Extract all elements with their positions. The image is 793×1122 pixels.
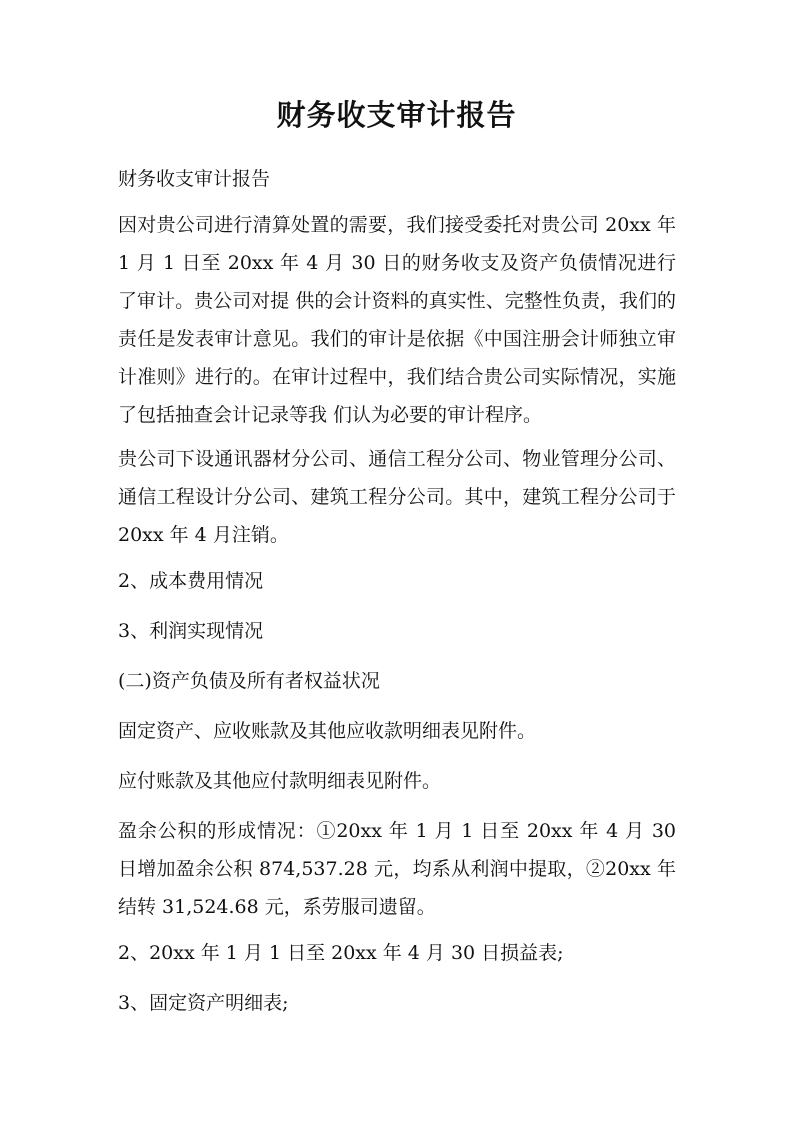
paragraph-branch-companies: 贵公司下设通讯器材分公司、通信工程分公司、物业管理分公司、通信工程设计分公司、建筑工程分公司。其中，建筑工程分公司于 20xx 年 4 月注销。 [118, 448, 676, 546]
paragraph-surplus-reserve: 盈余公积的形成情况：①20xx 年 1 月 1 日至 20xx 年 4 月 30 日增加盈余公积 874,537.28 元，均系从利润中提取，②20xx 年结转 31,524.68 元，系劳服司遗留。 [118, 820, 676, 918]
document-title: 财务收支审计报告 [276, 98, 517, 132]
item-profit-realization: 3、利润实现情况 [118, 620, 264, 642]
attachment-fixed-assets-schedule: 3、固定资产明细表; [118, 992, 289, 1014]
paragraph-audit-scope: 因对贵公司进行清算处置的需要，我们接受委托对贵公司 20xx 年 1 月 1 日至 20xx 年 4 月 30 日的财务收支及资产负债情况进行了审计。贵公司对提 供的会计资料的真实性、完整性负责，我们的责任是发表审计意见。我们的审计是依据《中国注册会计师独立审计准则》进行的。在审计过程中，我们结合贵公司实际情况，实施了包括抽查会计记录等我 们认为必要的审计程序。 [118, 214, 676, 426]
section-assets-liabilities-equity: (二)资产负债及所有者权益状况 [118, 670, 380, 692]
item-cost-expenses: 2、成本费用情况 [118, 570, 264, 592]
document-subtitle: 财务收支审计报告 [118, 168, 271, 190]
attachment-income-statement: 2、20xx 年 1 月 1 日至 20xx 年 4 月 30 日损益表; [118, 942, 564, 964]
paragraph-fixed-assets-receivables: 固定资产、应收账款及其他应收款明细表见附件。 [118, 720, 537, 742]
paragraph-payables: 应付账款及其他应付款明细表见附件。 [118, 770, 442, 792]
